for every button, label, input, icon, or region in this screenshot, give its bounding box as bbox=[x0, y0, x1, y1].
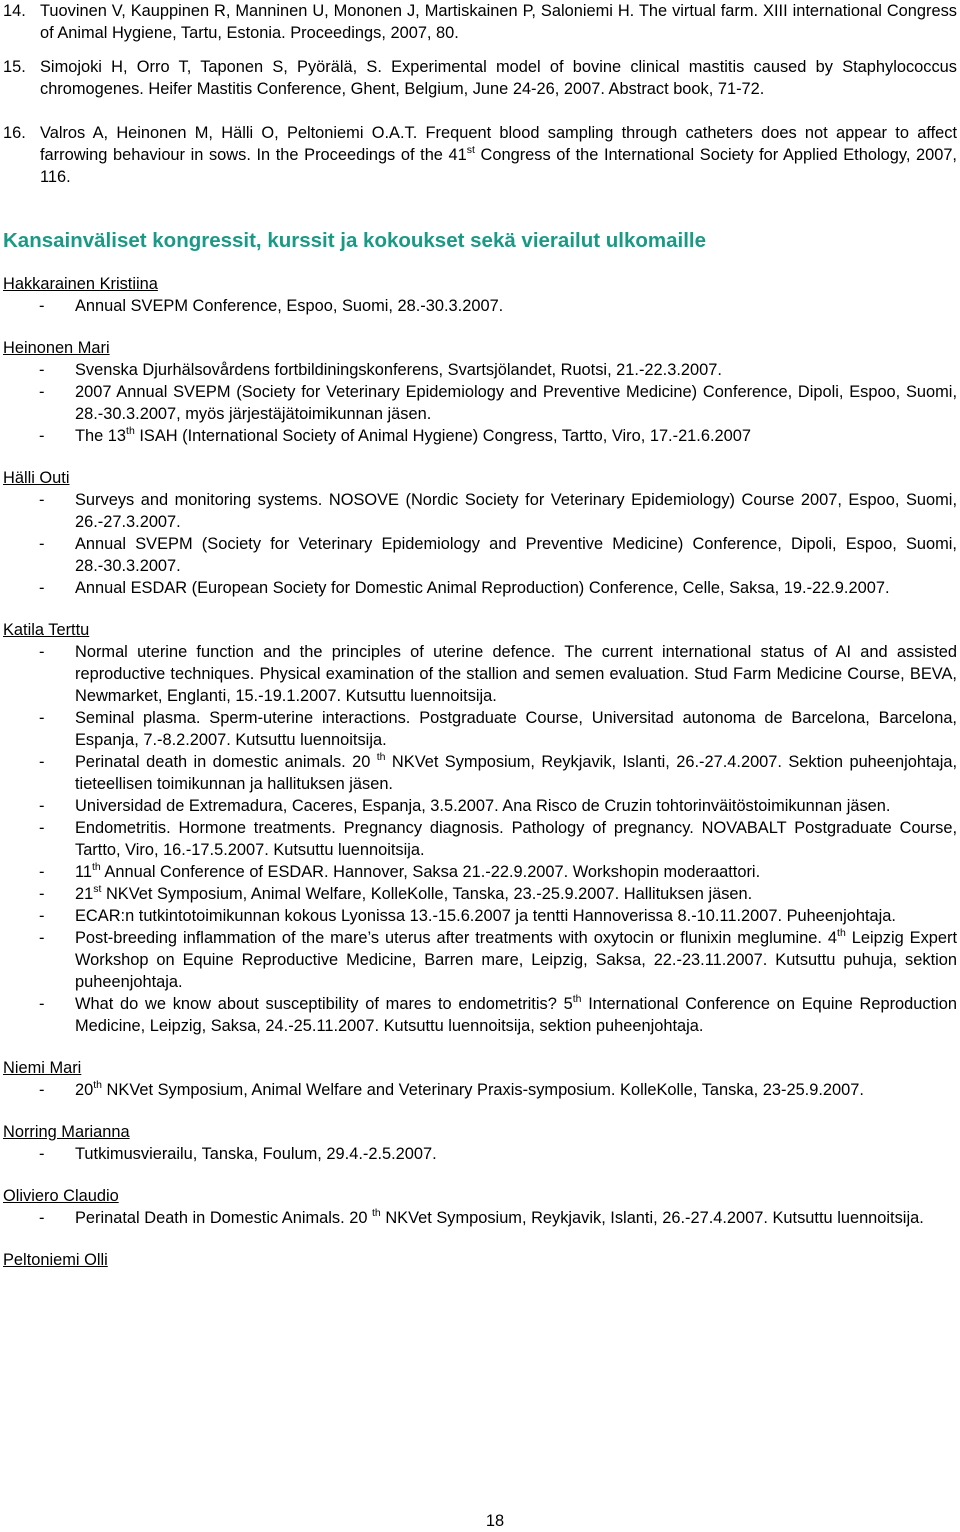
activity-superscript: th bbox=[372, 1206, 381, 1219]
activity-item bbox=[3, 1143, 957, 1165]
activity-item bbox=[3, 295, 957, 317]
section-heading: Kansainväliset kongressit, kurssit ja kokoukset sekä vierailut ulkomaille bbox=[3, 229, 707, 252]
activity-text: What do we know about susceptibility of mares to endometritis? 5 bbox=[75, 995, 573, 1013]
activity-text: 21 bbox=[75, 885, 94, 903]
activity-item bbox=[3, 489, 957, 533]
activity-text: International Conference on Equine Reproduction Medicine, Leipzig, Saksa, 24.-25.11.2007. Kutsuttu luennoitsija, sektion puheenjohtaja. bbox=[75, 995, 957, 1035]
activity-item bbox=[3, 927, 957, 993]
activity-text: Annual Conference of ESDAR. Hannover, Saksa 21.-22.9.2007. Workshopin moderaattori. bbox=[100, 863, 761, 881]
person-name: Hälli Outi bbox=[3, 469, 70, 487]
list-dash: - bbox=[39, 491, 45, 509]
activity-text: Perinatal death in domestic animals. 20 bbox=[75, 753, 377, 771]
reference-text: Congress of the International Society for Applied Ethology, 2007, 116. bbox=[40, 146, 957, 186]
person-name: Niemi Mari bbox=[3, 1059, 82, 1077]
person-block bbox=[3, 1185, 957, 1229]
activity-text: NKVet Symposium, Animal Welfare, KolleKolle, Tanska, 23.-25.9.2007. Hallituksen jäsen. bbox=[101, 885, 753, 903]
activity-item bbox=[3, 1079, 957, 1101]
activity-item bbox=[3, 1207, 957, 1229]
list-dash: - bbox=[39, 863, 45, 881]
activity-superscript: th bbox=[837, 926, 846, 939]
activity-text: 2007 Annual SVEPM (Society for Veterinary Epidemiology and Preventive Medicine) Conference, Dipoli, Espoo, Suomi, 28.-30.3.2007, myös järjestäjätoimikunnan jäsen. bbox=[75, 383, 957, 423]
activity-text: Endometritis. Hormone treatments. Pregnancy diagnosis. Pathology of pregnancy. NOVABALT Postgraduate Course, Tartto, Viro, 16.-17.5.2007. Kutsuttu luennoitsija. bbox=[75, 819, 957, 859]
activity-item bbox=[3, 707, 957, 751]
activity-text: Leipzig Expert Workshop on Equine Reproductive Medicine, Barren mare, Leipzig, Saksa, 22.-23.11.2007. Kutsuttu puhuja, sektion puheenjohtaja. bbox=[75, 929, 958, 991]
activity-text: Perinatal Death in Domestic Animals. 20 bbox=[75, 1209, 372, 1227]
activity-text: Annual SVEPM Conference, Espoo, Suomi, 28.-30.3.2007. bbox=[75, 297, 504, 315]
activity-item bbox=[3, 359, 957, 381]
people-list bbox=[3, 273, 957, 1271]
activity-text: Universidad de Extremadura, Caceres, Espanja, 3.5.2007. Ana Risco de Cruzin tohtorinväitöstoimikunnan jäsen. bbox=[75, 797, 891, 815]
list-dash: - bbox=[39, 1209, 45, 1227]
activity-text: ISAH (International Society of Animal Hygiene) Congress, Tartto, Viro, 17.-21.6.2007 bbox=[134, 427, 751, 445]
list-dash: - bbox=[39, 427, 45, 445]
person-block bbox=[3, 619, 957, 1037]
person-name: Heinonen Mari bbox=[3, 339, 110, 357]
list-dash: - bbox=[39, 579, 45, 597]
activity-item bbox=[3, 751, 957, 795]
activity-item bbox=[3, 817, 957, 861]
activity-text: ECAR:n tutkintotoimikunnan kokous Lyonissa 13.-15.6.2007 ja tentti Hannoverissa 8.-10.11.2007. Puheenjohtaja. bbox=[75, 907, 896, 925]
person-block bbox=[3, 273, 957, 317]
person-block bbox=[3, 337, 957, 447]
activity-item bbox=[3, 577, 957, 599]
reference-number: 15. bbox=[3, 58, 26, 76]
activity-text: NKVet Symposium, Animal Welfare and Veterinary Praxis-symposium. KolleKolle, Tanska, 23-25.9.2007. bbox=[102, 1081, 864, 1099]
activity-text: Annual SVEPM (Society for Veterinary Epidemiology and Preventive Medicine) Conference, Dipoli, Espoo, Suomi, 28.-30.3.2007. bbox=[75, 535, 957, 575]
list-dash: - bbox=[39, 297, 45, 315]
person-block bbox=[3, 1057, 957, 1101]
list-dash: - bbox=[39, 907, 45, 925]
list-dash: - bbox=[39, 643, 45, 661]
list-dash: - bbox=[39, 1081, 45, 1099]
activity-superscript: th bbox=[126, 424, 135, 437]
person-name: Peltoniemi Olli bbox=[3, 1251, 108, 1269]
list-dash: - bbox=[39, 753, 45, 771]
activity-superscript: st bbox=[93, 882, 102, 895]
activity-item bbox=[3, 993, 957, 1037]
activity-text: Post-breeding inflammation of the mare’s uterus after treatments with oxytocin or flunixin meglumine. 4 bbox=[75, 929, 838, 947]
activity-superscript: th bbox=[93, 1078, 102, 1091]
activity-item bbox=[3, 381, 957, 425]
activity-text: Tutkimusvierailu, Tanska, Foulum, 29.4.-2.5.2007. bbox=[75, 1145, 437, 1163]
page-content bbox=[3, 0, 957, 1271]
activity-list bbox=[3, 1079, 957, 1101]
activity-item bbox=[3, 905, 957, 927]
list-dash: - bbox=[39, 797, 45, 815]
list-dash: - bbox=[39, 995, 45, 1013]
activity-item bbox=[3, 861, 957, 883]
activity-text: NKVet Symposium, Reykjavik, Islanti, 26.-27.4.2007. Sektion puheenjohtaja, tieteellisen toimikunnan ja hallituksen jäsen. bbox=[75, 753, 958, 793]
activity-superscript: th bbox=[376, 750, 386, 763]
reference-text: Simojoki H, Orro T, Taponen S, Pyörälä, S. Experimental model of bovine clinical mastitis caused by Staphylococcus chromogenes. Heifer Mastitis Conference, Ghent, Belgium, June 24-26, 2007. Abstract book, 71-72. bbox=[40, 58, 957, 98]
reference-item bbox=[3, 122, 957, 188]
activity-list bbox=[3, 359, 957, 447]
activity-text: Normal uterine function and the principles of uterine defence. The current international status of AI and assisted reproductive techniques. Physical examination of the stallion and semen evaluation. Stud Farm Medicine Course, BEVA, Newmarket, Englanti, 15.-19.1.2007. Kutsuttu luennoitsija. bbox=[75, 643, 957, 705]
reference-text: Tuovinen V, Kauppinen R, Manninen U, Mononen J, Martiskainen P, Saloniemi H. The virtual farm. XIII international Congress of Animal Hygiene, Tartu, Estonia. Proceedings, 2007, 80. bbox=[40, 2, 957, 42]
list-dash: - bbox=[39, 383, 45, 401]
list-dash: - bbox=[39, 929, 45, 947]
person-name: Norring Marianna bbox=[3, 1123, 130, 1141]
activity-item bbox=[3, 641, 957, 707]
activity-text: Seminal plasma. Sperm-uterine interactions. Postgraduate Course, Universitad autonoma de Barcelona, Barcelona, Espanja, 7.-8.2.2007. Kutsuttu luennoitsija. bbox=[75, 709, 957, 749]
activity-text: 20 bbox=[75, 1081, 94, 1099]
page-number: 18 bbox=[485, 1512, 505, 1530]
person-name: Katila Terttu bbox=[3, 621, 90, 639]
person-block bbox=[3, 1249, 957, 1271]
activity-text: 11 bbox=[75, 863, 93, 881]
list-dash: - bbox=[39, 361, 45, 379]
reference-number: 14. bbox=[3, 2, 26, 20]
list-dash: - bbox=[39, 709, 45, 727]
list-dash: - bbox=[39, 1145, 45, 1163]
reference-item bbox=[3, 0, 957, 44]
person-name: Oliviero Claudio bbox=[3, 1187, 119, 1205]
activity-text: Surveys and monitoring systems. NOSOVE (Nordic Society for Veterinary Epidemiology) Course 2007, Espoo, Suomi, 26.-27.3.2007. bbox=[75, 491, 957, 531]
list-dash: - bbox=[39, 885, 45, 903]
list-dash: - bbox=[39, 819, 45, 837]
activity-text: Svenska Djurhälsovårdens fortbildiningskonferens, Svartsjölandet, Ruotsi, 21.-22.3.2007. bbox=[75, 361, 722, 379]
reference-superscript: st bbox=[466, 143, 475, 156]
activity-item bbox=[3, 883, 957, 905]
activity-superscript: th bbox=[92, 860, 101, 873]
activity-item bbox=[3, 533, 957, 577]
person-block bbox=[3, 467, 957, 599]
activity-list bbox=[3, 1207, 957, 1229]
reference-number: 16. bbox=[3, 124, 26, 142]
activity-superscript: th bbox=[572, 992, 582, 1005]
person-block bbox=[3, 1121, 957, 1165]
reference-list bbox=[3, 0, 957, 188]
activity-list bbox=[3, 1143, 957, 1165]
list-dash: - bbox=[39, 535, 45, 553]
activity-item bbox=[3, 425, 957, 447]
activity-text: Annual ESDAR (European Society for Domestic Animal Reproduction) Conference, Celle, Saksa, 19.-22.9.2007. bbox=[75, 579, 890, 597]
person-name: Hakkarainen Kristiina bbox=[3, 275, 158, 293]
activity-item bbox=[3, 795, 957, 817]
activity-text: NKVet Symposium, Reykjavik, Islanti, 26.-27.4.2007. Kutsuttu luennoitsija. bbox=[380, 1209, 924, 1227]
activity-list bbox=[3, 489, 957, 599]
reference-text: Valros A, Heinonen M, Hälli O, Peltoniemi O.A.T. Frequent blood sampling through catheters does not appear to affect farrowing behaviour in sows. In the Proceedings of the 41 bbox=[40, 124, 957, 164]
activity-text: The 13 bbox=[75, 427, 127, 445]
reference-item bbox=[3, 56, 957, 100]
activity-list bbox=[3, 641, 957, 1037]
activity-list bbox=[3, 295, 957, 317]
